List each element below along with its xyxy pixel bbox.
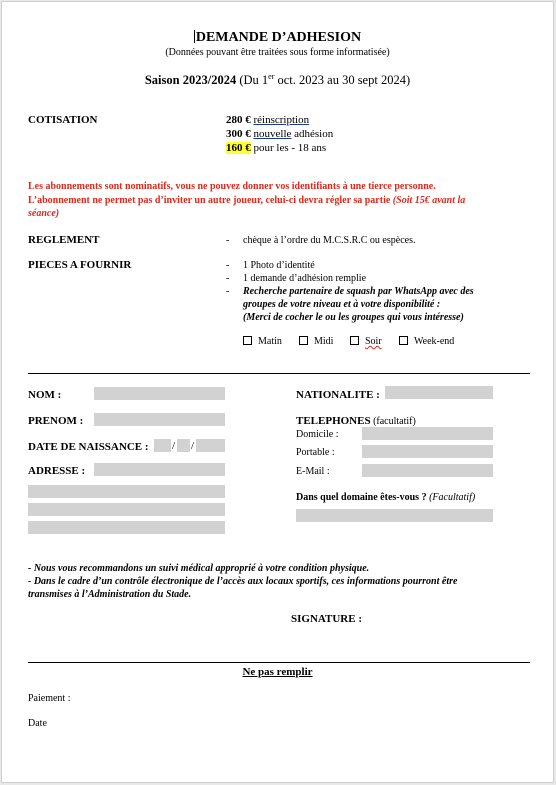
portable-label: Portable : bbox=[296, 447, 335, 458]
cotisation-line-junior: 160 € pour les - 18 ans bbox=[226, 142, 327, 154]
signature-label: SIGNATURE : bbox=[291, 613, 363, 625]
birth-month-input[interactable] bbox=[177, 439, 190, 452]
note-medical: - Nous vous recommandons un suivi médical approprié à votre condition physique. bbox=[28, 563, 370, 574]
form-page bbox=[1, 1, 554, 783]
divider-top bbox=[28, 373, 530, 374]
pieces-dash-1: - bbox=[226, 260, 230, 271]
warning-line-2: L’abonnement ne permet pas d’inviter un autre joueur, celui-ci devra régler sa partie (Soit 15€ avant la bbox=[28, 195, 466, 206]
cotisation-line-nouvelle: 300 € nouvelle adhésion bbox=[226, 128, 334, 140]
page-subtitle: (Données pouvant être traitées sous forme informatisée) bbox=[165, 47, 390, 58]
pieces-item-demande: 1 demande d’adhésion remplie bbox=[243, 273, 367, 284]
checkbox-soir[interactable]: Soir bbox=[350, 336, 382, 347]
reglement-label: REGLEMENT bbox=[28, 234, 100, 246]
nom-label: NOM : bbox=[28, 389, 62, 401]
paiement-label: Paiement : bbox=[28, 693, 71, 704]
checkbox-box[interactable] bbox=[350, 336, 359, 345]
season-line: Saison 2023/2024 (Du 1er oct. 2023 au 30 sept 2024) bbox=[144, 72, 411, 88]
admin-title: Ne pas remplir bbox=[242, 666, 313, 678]
pieces-item-photo: 1 Photo d’identité bbox=[243, 260, 315, 271]
date-separator-1: / bbox=[172, 440, 176, 452]
cotisation-label: COTISATION bbox=[28, 114, 98, 126]
divider-bottom bbox=[28, 662, 530, 663]
domaine-input[interactable] bbox=[296, 509, 493, 522]
pieces-label: PIECES A FOURNIR bbox=[28, 259, 132, 271]
checkbox-midi[interactable]: Midi bbox=[299, 336, 333, 347]
pieces-item-whatsapp-2: groupes de votre niveau et à votre disponibilité : bbox=[243, 299, 441, 310]
prenom-input[interactable] bbox=[94, 413, 225, 426]
reglement-dash: - bbox=[226, 235, 230, 246]
adresse-input-1[interactable] bbox=[94, 463, 225, 476]
nationalite-input[interactable] bbox=[385, 386, 493, 399]
telephones-label: TELEPHONES (facultatif) bbox=[296, 415, 416, 427]
pieces-dash-2: - bbox=[226, 273, 230, 284]
pieces-item-whatsapp-3: (Merci de cocher le ou les groupes qui vous intéresse) bbox=[243, 312, 464, 323]
birth-year-input[interactable] bbox=[196, 439, 225, 452]
cotisation-line-reinscription: 280 € réinscription bbox=[226, 114, 310, 126]
warning-line-1: Les abonnements sont nominatifs, vous ne pouvez donner vos identifiants à une tierce personne. bbox=[28, 181, 436, 192]
adresse-input-3[interactable] bbox=[28, 503, 225, 516]
pieces-dash-3: - bbox=[226, 286, 230, 297]
domicile-label: Domicile : bbox=[296, 429, 339, 440]
domicile-input[interactable] bbox=[362, 427, 493, 440]
page-title: DEMANDE D’ADHESION bbox=[195, 30, 362, 45]
reglement-text: chèque à l’ordre du M.C.S.R.C ou espèces. bbox=[243, 235, 416, 246]
adresse-input-4[interactable] bbox=[28, 521, 225, 534]
birth-day-input[interactable] bbox=[154, 439, 171, 452]
prenom-label: PRENOM : bbox=[28, 415, 84, 427]
pieces-item-whatsapp-1: Recherche partenaire de squash par WhatsApp avec des bbox=[243, 286, 474, 297]
checkbox-week-end[interactable]: Week-end bbox=[399, 336, 454, 347]
adresse-label: ADRESSE : bbox=[28, 465, 86, 477]
date-naissance-label: DATE DE NAISSANCE : bbox=[28, 441, 149, 453]
nationalite-label: NATIONALITE : bbox=[296, 389, 380, 401]
checkbox-box[interactable] bbox=[243, 336, 252, 345]
adresse-input-2[interactable] bbox=[28, 485, 225, 498]
note-access-2: transmises à l’Administration du Stade. bbox=[28, 589, 192, 600]
checkbox-matin[interactable]: Matin bbox=[243, 336, 282, 347]
note-access-1: - Dans le cadre d’un contrôle électronique de l’accès aux locaux sportifs, ces informations pourront être bbox=[28, 576, 458, 587]
checkbox-box[interactable] bbox=[299, 336, 308, 345]
portable-input[interactable] bbox=[362, 445, 493, 458]
text-cursor bbox=[194, 30, 195, 43]
email-input[interactable] bbox=[362, 464, 493, 477]
date-label: Date bbox=[28, 718, 47, 729]
warning-line-3: séance) bbox=[28, 208, 60, 219]
domaine-label: Dans quel domaine êtes-vous ? (Facultatif) bbox=[296, 492, 476, 503]
date-separator-2: / bbox=[191, 440, 195, 452]
checkbox-box[interactable] bbox=[399, 336, 408, 345]
email-label: E-Mail : bbox=[296, 466, 330, 477]
nom-input[interactable] bbox=[94, 387, 225, 400]
